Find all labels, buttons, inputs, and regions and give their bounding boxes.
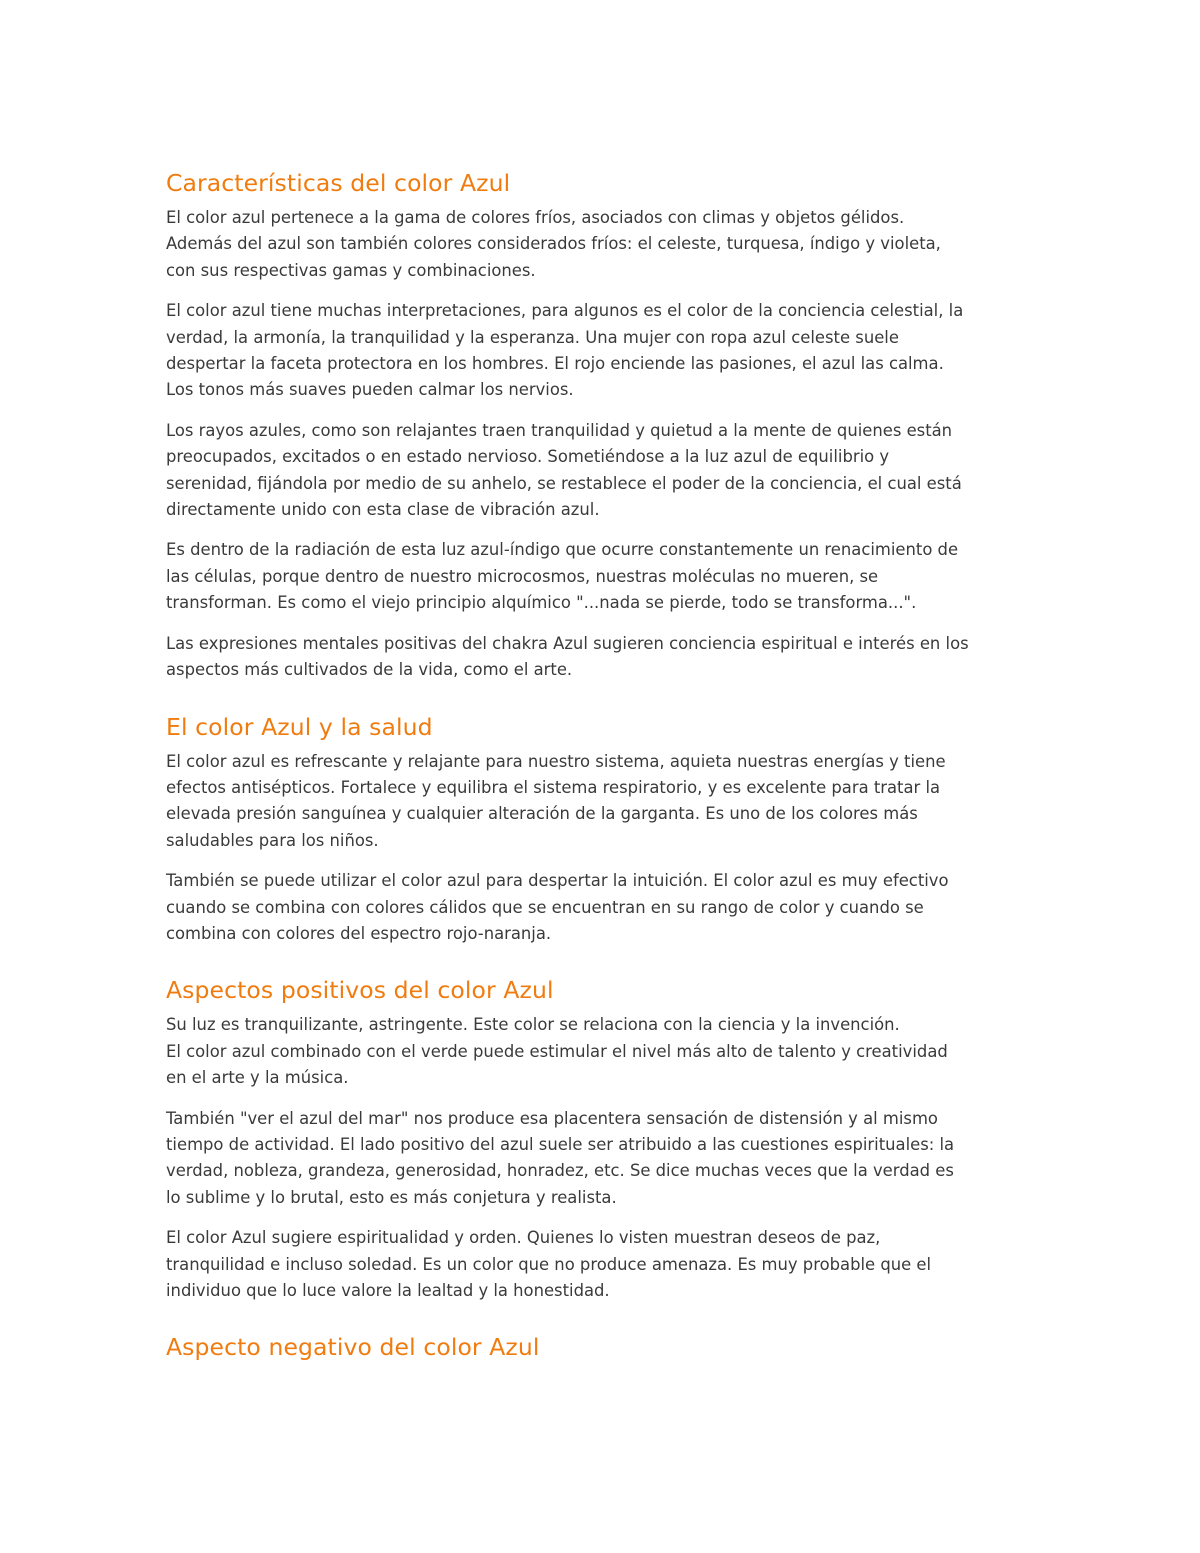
- section-heading: Características del color Azul: [166, 169, 511, 197]
- paragraph: Las expresiones mentales positivas del chakra Azul sugieren conciencia espiritual e interés en los aspectos más cultivados de la vida, como el arte.: [166, 633, 969, 680]
- paragraph: También se puede utilizar el color azul para despertar la intuición. El color azul es muy efectivo cuando se combina con colores cálidos que se encuentran en su rango de color y cuando se combina con colores del espectro rojo-naranja.: [166, 871, 949, 943]
- section-caracteristicas: [166, 168, 1046, 684]
- paragraph: El color Azul sugiere espiritualidad y orden. Quienes lo visten muestran deseos de paz, tranquilidad e incluso soledad. Es un color que no produce amenaza. Es muy probable que el individuo que lo luce valore la lealtad y la honestidad.: [166, 1228, 932, 1300]
- section-heading: Aspecto negativo del color Azul: [166, 1333, 540, 1362]
- paragraph: El color azul tiene muchas interpretaciones, para algunos es el color de la conciencia celestial, la verdad, la armonía, la tranquilidad y la esperanza. Una mujer con ropa azul celeste suele despertar la faceta protectora en los hombres. El rojo enciende las pasiones, el azul las calma. Los tonos más suaves pueden calmar los nervios.: [166, 301, 964, 400]
- paragraph: Su luz es tranquilizante, astringente. Este color se relaciona con la ciencia y la invención. El color azul combinado con el verde puede estimular el nivel más alto de talento y creatividad en el arte y la música.: [166, 1015, 948, 1088]
- section-aspecto-negativo: [166, 1332, 1046, 1362]
- section-heading: Aspectos positivos del color Azul: [166, 976, 554, 1005]
- section-heading: El color Azul y la salud: [166, 712, 433, 741]
- paragraph: Los rayos azules, como son relajantes traen tranquilidad y quietud a la mente de quienes están preocupados, excitados o en estado nervioso. Sometiéndose a la luz azul de equilibrio y serenidad, fijándola por medio de su anhelo, se restablece el poder de la conciencia, el cual está directamente unido con esta clase de vibración azul.: [166, 420, 962, 520]
- section-salud: [166, 712, 1046, 948]
- document-page: [166, 168, 1046, 1369]
- paragraph: Es dentro de la radiación de esta luz azul-índigo que ocurre constantemente un renacimiento de las células, porque dentro de nuestro microcosmos, nuestras moléculas no mueren, se transforman. Es como el viejo principio alquímico "...nada se pierde, todo se transforma...".: [166, 540, 959, 613]
- section-aspectos-positivos: [166, 975, 1046, 1304]
- paragraph: También "ver el azul del mar" nos produce esa placentera sensación de distensión y al mismo tiempo de actividad. El lado positivo del azul suele ser atribuido a las cuestiones espirituales: la verdad, nobleza, grandeza, generosidad, honradez, etc. Se dice muchas veces que la verdad es lo sublime y lo brutal, esto es más conjetura y realista.: [166, 1108, 955, 1207]
- paragraph: El color azul es refrescante y relajante para nuestro sistema, aquieta nuestras energías y tiene efectos antisépticos. Fortalece y equilibra el sistema respiratorio, y es excelente para tratar la elevada presión sanguínea y cualquier alteración de la garganta. Es uno de los colores más saludables para los niños.: [166, 751, 946, 850]
- paragraph: El color azul pertenece a la gama de colores fríos, asociados con climas y objetos gélidos. Además del azul son también colores considerados fríos: el celeste, turquesa, índigo y violeta, con sus respectivas gamas y combinaciones.: [166, 208, 941, 280]
